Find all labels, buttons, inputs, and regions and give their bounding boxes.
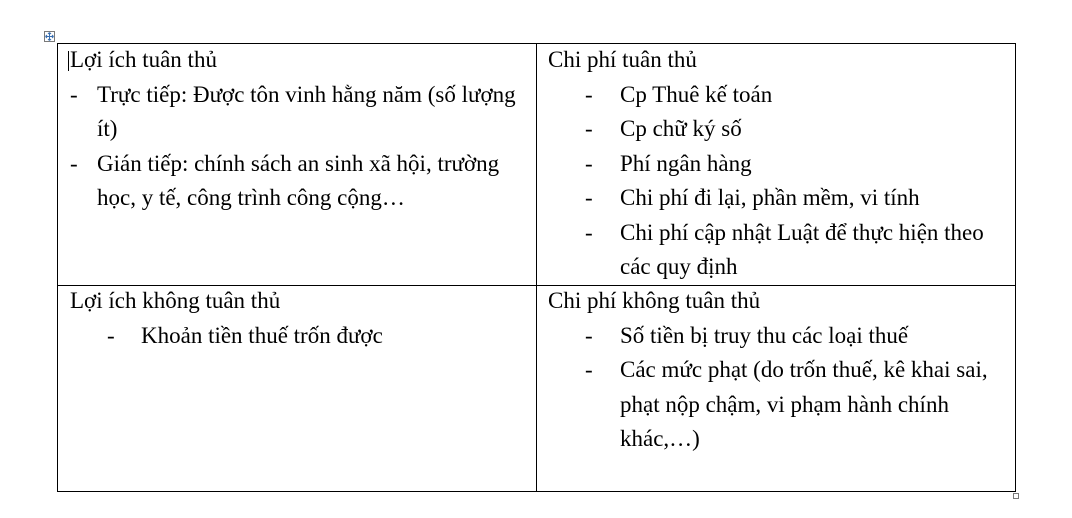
list-item-text: Cp chữ ký số xyxy=(620,116,742,141)
cell-compliance-benefits[interactable] xyxy=(70,43,530,216)
dash-bullet: - xyxy=(585,81,593,107)
bullet-list xyxy=(548,78,1008,285)
dash-bullet: - xyxy=(585,116,593,141)
list-item-text: Cp Thuê kế toán xyxy=(620,81,773,107)
list-item-text: Chi phí cập nhật Luật để thực hiện theo các quy định xyxy=(620,219,984,279)
dash-bullet: - xyxy=(585,185,593,210)
list-item xyxy=(548,147,1008,182)
list-item xyxy=(548,216,1008,285)
cell-title: Lợi ích tuân thủ xyxy=(70,47,217,72)
list-item-text: Số tiền bị truy thu các loại thuế xyxy=(620,322,909,348)
list-item xyxy=(548,319,1008,354)
bullet-list xyxy=(548,319,1008,457)
list-item-text: Trực tiếp: Được tôn vinh hằng năm (số lượng ít) xyxy=(97,81,516,141)
text-cursor xyxy=(68,51,69,71)
list-item xyxy=(548,78,1008,113)
list-item xyxy=(70,78,530,147)
list-item xyxy=(548,112,1008,147)
table-resize-handle-icon[interactable] xyxy=(1013,493,1019,499)
list-item-text: Khoản tiền thuế trốn được xyxy=(141,322,383,348)
dash-bullet: - xyxy=(70,81,78,107)
list-item-text: Các mức phạt (do trốn thuế, kê khai sai, phạt nộp chậm, vi phạm hành chính khác,…) xyxy=(620,357,988,451)
cell-noncompliance-costs[interactable] xyxy=(548,284,1008,457)
bullet-list xyxy=(70,78,530,216)
list-item-text: Gián tiếp: chính sách an sinh xã hội, trường học, y tế, công trình công cộng… xyxy=(97,150,500,210)
dash-bullet: - xyxy=(585,322,593,348)
cell-title: Lợi ích không tuân thủ xyxy=(70,288,281,313)
list-item xyxy=(548,181,1008,216)
cell-compliance-costs[interactable] xyxy=(548,43,1008,285)
list-item xyxy=(70,147,530,216)
list-item xyxy=(548,353,1008,457)
table-move-handle-icon[interactable] xyxy=(44,31,55,42)
cell-title: Chi phí không tuân thủ xyxy=(548,288,761,313)
table-column-divider xyxy=(536,43,537,492)
dash-bullet: - xyxy=(585,357,593,382)
list-item xyxy=(70,319,530,354)
cell-noncompliance-benefits[interactable] xyxy=(70,284,530,353)
list-item-text: Chi phí đi lại, phần mềm, vi tính xyxy=(620,185,920,210)
dash-bullet: - xyxy=(70,150,78,176)
dash-bullet: - xyxy=(107,322,115,348)
dash-bullet: - xyxy=(585,150,593,176)
cell-title: Chi phí tuân thủ xyxy=(548,47,697,72)
list-item-text: Phí ngân hàng xyxy=(620,150,752,176)
dash-bullet: - xyxy=(585,219,593,245)
bullet-list xyxy=(70,319,530,354)
